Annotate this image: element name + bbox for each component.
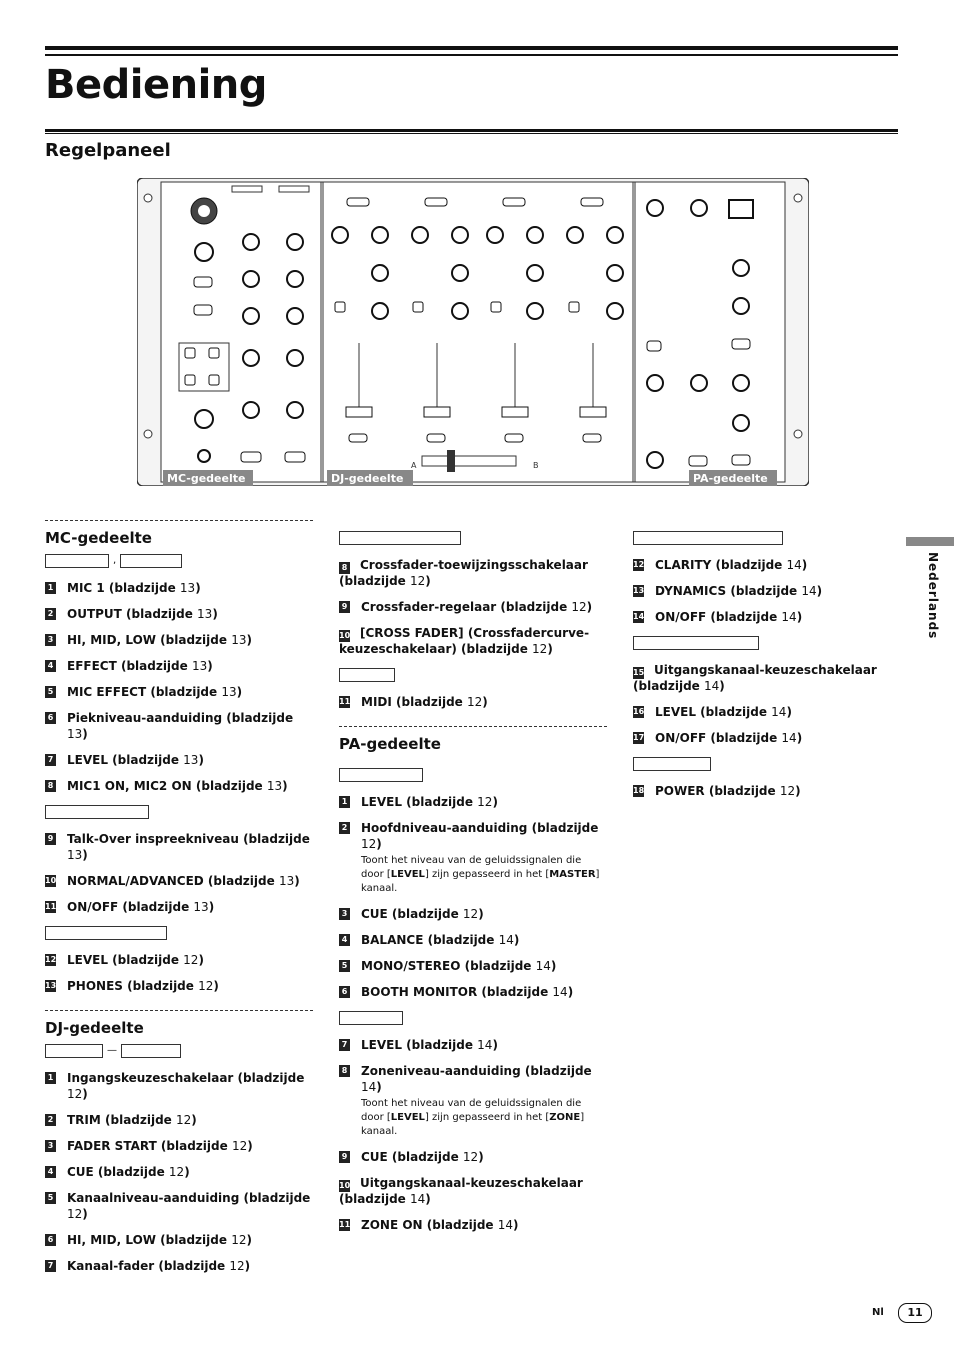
list-item [45,580,313,596]
list-item [633,557,903,573]
placeholder-box [339,767,607,782]
item-label: LEVEL (bladzijde [361,1038,478,1052]
item-page-ref: 12 [231,1139,248,1153]
item-number-badge: 9 [339,1151,350,1163]
desc-part: LEVEL [390,869,425,880]
item-label: CUE (bladzijde [361,907,463,921]
right-column [633,520,903,809]
item-page-ref: 12 [462,907,479,921]
item-paren: ) [246,1233,252,1247]
list-item [45,952,313,968]
item-page-ref: 12 [571,600,587,614]
item-number-badge: 3 [45,634,56,646]
item-paren: ) [547,642,553,656]
item-label: [CROSS FADER] (Crossfadercurve-keuzeschakelaar) (bladzijde [339,626,590,656]
placeholder-box [633,756,903,771]
placeholder-box [45,925,313,940]
item-number-badge: 10 [45,876,57,885]
item-label: MIDI (bladzijde [361,695,468,709]
item-label: MIC EFFECT (bladzijde [67,685,222,699]
item-number-badge: 10 [339,1181,351,1190]
item-page-ref: 14 [410,1192,426,1206]
side-tab-bar [906,537,954,546]
item-page-ref: 13 [191,659,208,673]
panel-label-pa: PA-gedeelte [693,472,768,485]
item-page-ref: 12 [168,1165,185,1179]
item-page-ref: 14 [781,731,797,745]
item-page-ref: 14 [786,558,802,572]
list-item [339,1037,607,1053]
panel-label-mc: MC-gedeelte [167,472,246,485]
item-label: ON/OFF (bladzijde [67,900,194,914]
item-page-ref: 14 [497,1218,514,1232]
item-paren: ) [82,727,88,741]
item-number-badge: 7 [45,754,56,766]
item-paren: ) [796,610,803,624]
item-number-badge: 18 [633,786,645,795]
item-page-ref: 12 [67,1207,83,1221]
item-label: LEVEL (bladzijde [67,953,184,967]
item-page-ref: 12 [198,979,214,993]
item-page-ref: 12 [779,784,796,798]
list-item [339,625,607,657]
list-item [45,658,313,674]
control-panel-diagram [137,178,809,486]
item-number-badge: 12 [45,955,57,964]
item-label: Hoofdniveau-aanduiding (bladzijde [361,821,599,835]
item-number-badge: 5 [45,686,56,698]
item-page-ref: 12 [231,1233,247,1247]
item-page-ref: 13 [278,874,295,888]
desc-part: ] zijn gepasseerd in het [ [424,869,550,880]
dj-heading: DJ-gedeelte [45,1019,144,1037]
item-number-badge: 3 [45,1140,56,1152]
list-item [339,1217,607,1233]
placeholder-box [45,804,313,819]
item-page-ref: 12 [361,837,377,851]
side-tab-label: Nederlands [926,552,940,640]
list-item [45,1164,313,1180]
item-number-badge: 8 [339,1065,350,1077]
xfader-b-label: B [533,461,539,470]
item-label: Kanaalniveau-aanduiding (bladzijde [67,1191,311,1205]
xfader-a-label: A [411,461,417,470]
list-item [339,1149,607,1165]
item-paren: ) [82,1207,88,1221]
item-number-badge: 1 [45,582,56,594]
list-item [45,1258,313,1274]
item-paren: ) [207,659,213,673]
item-paren: ) [198,953,204,967]
list-item [45,1190,313,1222]
item-description [361,1097,607,1139]
item-page-ref: 13 [231,633,247,647]
item-page-ref: 12 [467,695,483,709]
pa-heading: PA-gedeelte [339,735,441,753]
desc-part: ] kanaal. [361,1112,585,1137]
item-number-badge: 1 [45,1072,56,1084]
item-paren: ) [719,679,725,693]
desc-part: ZONE [549,1112,581,1123]
list-item [633,583,903,599]
middle-column [339,520,607,1243]
list-item [339,932,607,948]
item-number-badge: 13 [633,586,645,595]
list-item [633,704,903,720]
section-title: Regelpaneel [45,140,171,161]
divider [45,1010,313,1011]
item-page-ref: 12 [67,1087,83,1101]
item-number-badge: 9 [339,601,350,613]
item-page-ref: 14 [781,610,797,624]
desc-part: MASTER [549,869,596,880]
item-label: MIC 1 (bladzijde [67,581,180,595]
item-paren: ) [801,558,808,572]
desc-part: ] kanaal. [361,869,600,894]
item-page-ref: 13 [67,727,83,741]
list-item [633,730,903,746]
panel-label-dj: DJ-gedeelte [331,472,404,485]
item-paren: ) [492,795,498,809]
item-paren: ) [478,1150,484,1164]
item-page-ref: 12 [532,642,548,656]
list-item [45,1138,313,1154]
placeholder-boxes: — [45,1043,313,1058]
item-number-badge: 8 [339,562,350,574]
page-number: 11 [898,1303,932,1323]
section-rule [45,129,898,134]
item-number-badge: 2 [45,1114,56,1126]
list-item [339,599,607,615]
item-label: ZONE ON (bladzijde [361,1218,498,1232]
item-paren: ) [294,874,300,888]
item-number-badge: 6 [45,712,56,724]
item-paren: ) [236,685,243,699]
item-number-badge: 4 [45,1166,56,1178]
item-number-badge: 2 [339,822,350,834]
list-item [45,1232,313,1248]
item-paren: ) [513,1218,519,1232]
item-paren: ) [191,1113,197,1127]
item-label: Uitgangskanaal-keuzeschakelaar (bladzijde [633,663,877,693]
item-paren: ) [213,979,219,993]
item-paren: ) [425,574,431,588]
item-number-badge: 7 [45,1260,56,1272]
item-number-badge: 3 [339,908,350,920]
item-page-ref: 14 [771,705,787,719]
list-item [339,794,607,810]
desc-part: LEVEL [390,1112,425,1123]
item-label: ON/OFF (bladzijde [655,731,782,745]
item-paren: ) [478,907,484,921]
item-label: CUE (bladzijde [361,1150,463,1164]
item-label: Zoneniveau-aanduiding (bladzijde [361,1064,592,1078]
item-number-badge: 5 [339,960,350,972]
list-item [45,873,313,889]
list-item [339,1063,607,1139]
desc-part: Toont het niveau van de geluidssignalen die door [ [361,855,582,880]
list-item [339,820,607,896]
item-paren: ) [567,985,574,999]
item-paren: ) [82,848,88,862]
item-paren: ) [282,779,288,793]
item-label: HI, MID, LOW (bladzijde [67,633,232,647]
item-page-ref: 12 [477,795,493,809]
item-label: BOOTH MONITOR (bladzijde [361,985,553,999]
item-paren: ) [550,959,557,973]
item-paren: ) [513,933,520,947]
list-item [45,1112,313,1128]
item-number-badge: 12 [633,560,645,569]
item-label: MIC1 ON, MIC2 ON (bladzijde [67,779,267,793]
item-page-ref: 13 [183,753,199,767]
item-label: EFFECT (bladzijde [67,659,192,673]
item-number-badge: 17 [633,733,645,742]
item-label: PHONES (bladzijde [67,979,199,993]
item-page-ref: 14 [361,1080,377,1094]
item-number-badge: 5 [45,1192,56,1204]
item-page-ref: 12 [462,1150,479,1164]
item-page-ref: 14 [535,959,551,973]
item-paren: ) [816,584,823,598]
list-item [45,684,313,700]
item-number-badge: 15 [633,668,645,677]
top-rule [45,46,898,56]
item-page-ref: 13 [266,779,283,793]
list-item [45,752,313,768]
mc-heading: MC-gedeelte [45,529,152,547]
list-item [45,778,313,794]
item-label: BALANCE (bladzijde [361,933,499,947]
item-number-badge: 10 [339,631,351,640]
placeholder-box [633,530,903,545]
item-number-badge: 4 [45,660,56,672]
divider [339,726,607,727]
page-title: Bediening [45,62,267,108]
item-paren: ) [247,1139,253,1153]
list-item [339,1175,607,1207]
item-page-ref: 12 [410,574,426,588]
item-number-badge: 2 [45,608,56,620]
item-page-ref: 12 [229,1259,245,1273]
item-paren: ) [376,837,382,851]
item-number-badge: 4 [339,934,350,946]
item-number-badge: 8 [45,780,56,792]
item-label: LEVEL (bladzijde [67,753,184,767]
list-item [339,906,607,922]
item-paren: ) [82,1087,88,1101]
item-page-ref: 14 [498,933,514,947]
list-item [45,606,313,622]
item-label: Talk-Over inspreekniveau (bladzijde [67,832,310,846]
item-number-badge: 1 [339,796,350,808]
item-page-ref: 13 [179,581,196,595]
placeholder-box [339,1010,607,1025]
divider [45,520,313,521]
item-label: ON/OFF (bladzijde [655,610,782,624]
item-page-ref: 12 [183,953,199,967]
item-label: LEVEL (bladzijde [655,705,772,719]
item-label: MONO/STEREO (bladzijde [361,959,536,973]
desc-part: Toont het niveau van de geluidssignalen die door [ [361,1098,582,1123]
item-label: NORMAL/ADVANCED (bladzijde [67,874,279,888]
list-item [339,557,607,589]
item-paren: ) [208,900,215,914]
item-label: FADER START (bladzijde [67,1139,232,1153]
footer-language: Nl [872,1307,884,1318]
item-number-badge: 9 [45,833,56,845]
item-number-badge: 6 [339,986,350,998]
item-label: CUE (bladzijde [67,1165,169,1179]
item-number-badge: 7 [339,1039,350,1051]
list-item [339,958,607,974]
item-paren: ) [195,581,201,595]
item-paren: ) [425,1192,431,1206]
item-page-ref: 13 [67,848,83,862]
list-item [45,899,313,915]
item-description [361,854,607,896]
item-paren: ) [786,705,792,719]
item-paren: ) [198,753,204,767]
placeholder-box [339,530,607,545]
item-label: Kanaal-fader (bladzijde [67,1259,230,1273]
item-label: DYNAMICS (bladzijde [655,584,802,598]
item-number-badge: 6 [45,1234,56,1246]
item-number-badge: 16 [633,707,645,716]
item-label: HI, MID, LOW (bladzijde [67,1233,232,1247]
item-paren: ) [244,1259,251,1273]
item-page-ref: 14 [477,1038,493,1052]
list-item [45,978,313,994]
item-label: Crossfader-regelaar (bladzijde [361,600,572,614]
item-number-badge: 11 [339,697,351,706]
item-label: OUTPUT (bladzijde [67,607,198,621]
list-item [633,609,903,625]
item-page-ref: 14 [801,584,817,598]
item-paren: ) [795,784,801,798]
list-item [45,710,313,742]
placeholder-boxes: , [45,553,313,568]
item-label: Piekniveau-aanduiding (bladzijde [67,711,294,725]
item-label: CLARITY (bladzijde [655,558,787,572]
item-paren: ) [492,1038,498,1052]
item-number-badge: 11 [45,902,57,911]
item-page-ref: 13 [221,685,237,699]
list-item [339,984,607,1000]
item-paren: ) [796,731,803,745]
item-paren: ) [376,1080,382,1094]
placeholder-box [633,635,903,650]
item-label: TRIM (bladzijde [67,1113,177,1127]
item-page-ref: 14 [552,985,568,999]
list-item [633,662,903,694]
item-label: LEVEL (bladzijde [361,795,478,809]
list-item [45,632,313,648]
item-label: Crossfader-toewijzingsschakelaar (bladzijde [339,558,588,588]
list-item [339,694,607,710]
item-page-ref: 13 [193,900,209,914]
item-label: Ingangskeuzeschakelaar (bladzijde [67,1071,305,1085]
item-label: POWER (bladzijde [655,784,780,798]
item-paren: ) [482,695,488,709]
item-number-badge: 13 [45,981,57,990]
item-paren: ) [184,1165,190,1179]
item-paren: ) [246,633,252,647]
item-paren: ) [586,600,593,614]
item-number-badge: 14 [633,612,645,621]
item-label: Uitgangskanaal-keuzeschakelaar (bladzijde [339,1176,583,1206]
item-page-ref: 13 [197,607,213,621]
desc-part: ] zijn gepasseerd in het [ [424,1112,550,1123]
list-item [45,1070,313,1102]
item-page-ref: 14 [704,679,720,693]
item-paren: ) [212,607,218,621]
item-number-badge: 11 [339,1220,351,1229]
item-page-ref: 12 [176,1113,192,1127]
placeholder-box [339,667,607,682]
mc-column [45,520,313,1284]
list-item [633,783,903,799]
list-item [45,831,313,863]
